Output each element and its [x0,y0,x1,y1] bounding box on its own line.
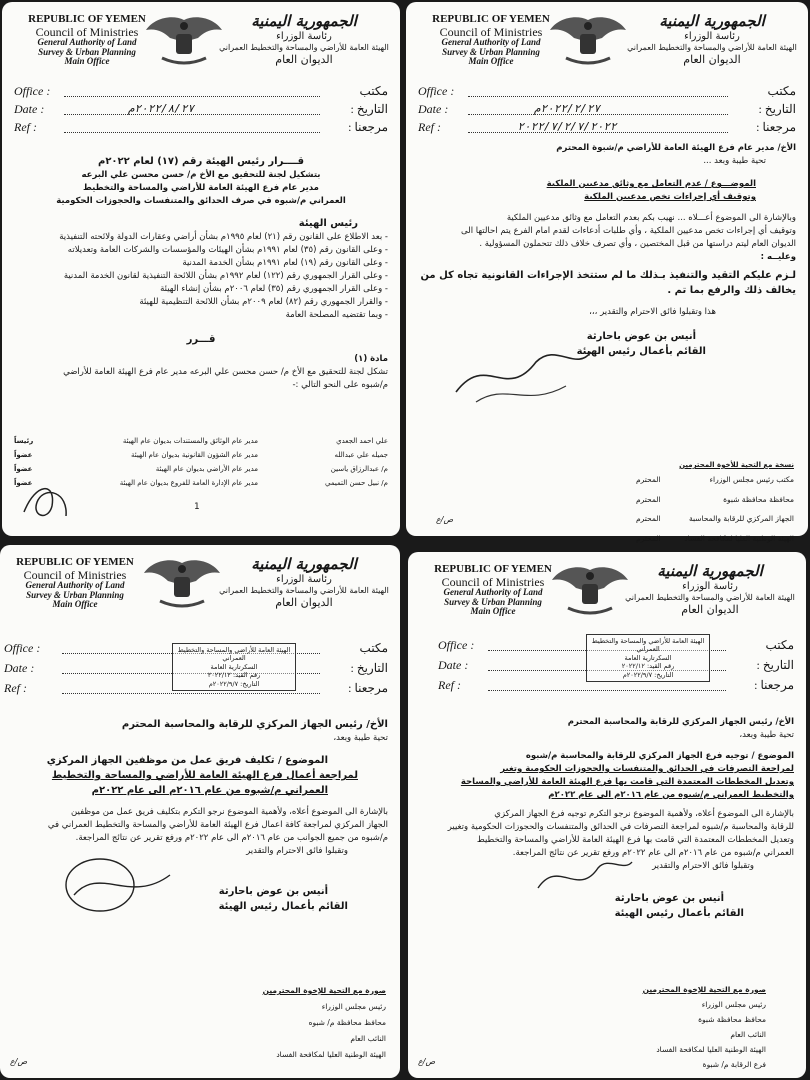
english-header: REPUBLIC OF YEMEN Council of Ministries General Authority of Land Survey & Urban Planning Main Office [432,13,550,67]
arabic-header: الجمهورية اليمنية رئاسة الوزراء الهيئة العامة للأراضي والمساحة والتخطيط العمراني الديوان العام [219,555,389,610]
page-number: 1 [194,502,200,512]
ref-row: Ref : مرجعنا : [438,678,794,692]
office-row: Office : مكتب [418,84,796,98]
eagle-emblem-icon [140,555,224,613]
signature-icon [60,845,180,925]
office-row: Office : مكتب [438,638,794,652]
footer-code: ص/ع [436,515,454,524]
copy-to-list: نسخة مع التحية للأخوة المحترمين مكتب رئيس مجلس الوزراء محافظة محافظة شبوة الجهاز المركزي للرقابة والمحاسبة الهيئة الوطنية العليا لمكافحة الفساد [679,461,794,543]
footer-code: ص/ع [10,1057,28,1066]
registry-stamp: الهيئة العامة للأراضي والمساحة والتخطيط العمراني السكرتارية العامة رقم القيد: ٢٠٢٢/١٢ التاريخ: ٢٠٢٢/٩/٧م [172,643,296,691]
letter-body: الأخ/ رئيس الجهاز المركزي للرقابة والمحاسبة المحترم تحية طيبة وبعد، الموضوع / توجيه فرع الجهاز المركزي للرقابة والمحاسبة م/شبوه لمراجعة التصرفات في الحدائق والمتنفسات والحجوزات الحكومية وتغير وتعديل المخططات المعتمدة التي قامت بها فرع الهيئة العامة للأراضي والمساحة والتخطيط العمراني م/شبوه من عام ٢٠١٦م الى عام ٢٠٢٢م بالإشارة الى الموضوع أعلاه، ولأهمية الموضوع نرجو التكرم توجيه فرع الجهاز المركزي للرقابة والمحاسبة م/شبوه لمراجعة التصرفات في الحدائق والمتنفسات والحجوزات الحكومية وتغيير وتعديل المخططات المعتمدة التي قامت بها فرع الهيئة العامة للأراضي والمساحة والتخطيط العمراني م/شبوه من عام ٢٠١٦م الى عام ٢٠٢٢م ورفع تقرير عن نتائج المراجعة. وتقبلوا فائق الاحترام والتقدير أنيس بن عوض باحارثة القائم بأعمال رئيس الهيئة [447,717,794,919]
date-row: Date : ٢٠٢٢/٢/٢٧م التاريخ : [418,102,796,116]
member-row: جميله علي عبدالله مدير عام الشؤون القانونية بديوان عام الهيئة عضواً [14,451,388,459]
footer-code: ص/ع [418,1057,436,1066]
arabic-header: الجمهورية اليمنية رئاسة الوزراء الهيئة العامة للأراضي والمساحة والتخطيط العمراني الديوان العام [219,12,389,67]
english-header: REPUBLIC OF YEMEN Council of Ministries General Authority of Land Survey & Urban Planning Main Office [434,563,552,617]
copy-to-list: صورة مع التحية للإخوة المحترمين رئيس مجلس الوزراء محافظ محافظة شبوة النائب العام الهيئة الوطنية العليا لمكافحة الفساد فرع الرقابة م/ شبوة [642,985,766,1069]
arabic-header: الجمهورية اليمنية رئاسة الوزراء الهيئة العامة للأراضي والمساحة والتخطيط العمراني الديوان العام [627,12,797,67]
arabic-header: الجمهورية اليمنية رئاسة الوزراء الهيئة العامة للأراضي والمساحة والتخطيط العمراني الديوان العام [625,562,795,617]
document-decision-17 [2,2,400,536]
ref-row: Ref : ٢٠٢٢/٧/٢/٧/٢٠٢٢ مرجعنا : [418,120,796,134]
office-row: Office : مكتب [14,84,388,98]
decision-body: قــــرار رئيس الهيئة رقم (١٧) لعام ٢٠٢٢م بتشكيل لجنة للتحقيق مع الأخ م/ حسن محسن علي البرعه مدير عام فرع الهيئة العامة للأراضي والمساحة والتخطيط العمراني م/شبوه في صرف الحدائق والمتنفسات والحجوزات الحكومية رئيس الهيئة - بعد الاطلاع على القانون رقم (٢١) لعام ١٩٩٥م بشأن أراضي وعقارات الدولة ولائحته التنفيذية - وعلى القانون رقم (٣٥) لعام ١٩٩١م بشأن الهيئات والمؤسسات والشركات العامة وتعديلاته - وعلى القانون رقم (١٩) لعام ١٩٩١م بشأن الخدمة المدنية - وعلى القرار الجمهوري رقم (١٢٢) لعام ١٩٩٢م بشأن اللائحة التنفيذية لقانون الخدمة المدنية - وعلى القرار الجمهوري رقم (٣٥) لعام ٢٠٠٦م بشأن إنشاء الهيئة - والقرار الجمهوري رقم (٨٢) لعام ٢٠٠٩م بشأن اللائحة التنظيمية للهيئة - وبما تقتضيه المصلحة العامة قـــرر مادة (١) تشكل لجنة للتحقيق مع الأخ م/ حسن محسن علي البرعه مدير عام فرع الهيئة العامة للأراضي م/شبوه على النحو التالي :- [56,156,388,390]
document-letter-audit-branch [408,552,806,1078]
date-row: Date : التاريخ : [4,661,388,675]
english-header: REPUBLIC OF YEMEN Council of Ministries General Authority of Land Survey & Urban Planning Main Office [16,556,134,610]
eagle-emblem-icon [548,562,632,620]
signature-icon [528,848,638,908]
document-letter-audit-team [0,545,400,1078]
date-row: Date : ٢٠٢٢/٨/٢٧م التاريخ : [14,102,388,116]
english-header: REPUBLIC OF YEMEN Council of Ministries General Authority of Land Survey & Urban Planning Main Office [28,13,146,67]
eagle-emblem-icon [546,12,630,70]
office-row: Office : مكتب [4,641,388,655]
member-row: م/ عبدالرزاق ياسين مدير عام الأراضي بديوان عام الهيئة عضواً [14,465,388,473]
letter-body: الأخ/ مدير عام فرع الهيئة العامة للأراضي م/شبوة المحترم تحية طيبة وبعد ... الموضـــوع / عدم التعامل مع وثائق مدعيين الملكية وتوقيف أي إجراءات تخص مدعيين الملكية وبالإشارة الى الموضوع أعـــلاه ... نهيب بكم بعدم التعامل مع وثائق مدعيين الملكية وتوقيف أي إجراءات تخص مدعيين الملكية ، وأي طلبات أدعاءات لقدم امام الفرع يتم احالتها الى الديوان العام ليتم دراستها من قبل المختصين ، وأي تصرف خلاف ذلك تتحملون المسؤولية . وعليــه : لـزم عليكم التقيد والتنفيذ بـذلك ما لم ستتخذ الإجراءات القانونية تجاه كل من يخالف ذلك والرفع بما تم . هذا وتقبلوا فائق الاحترام والتقدير ،،، أنيس بن عوض باحارثة القائم بأعمال رئيس الهيئة [420,143,796,357]
signature-scribble-icon [16,472,76,528]
letter-body: الأخ/ رئيس الجهاز المركزي للرقابة والمحاسبة المحترم تحية طيبة وبعد، الموضوع / تكليف فريق عمل من موظفين الجهاز المركزي لمراجعة أعمال فرع الهيئة العامة للأراضي والمساحة والتخطيط العمراني م/شبوه من عام ٢٠١٦م الى عام ٢٠٢٢م بالإشارة الى الموضوع أعلاه، ولأهمية الموضوع نرجو التكرم بتكليف فريق عمل من موظفين الجهاز المركزي لمراجعة كافة اعمال فرع الهيئة العامة للأراضي والمساحة والتخطيط العمراني في م/شبوه من جميع الجوانب من عام ٢٠١٦م الى عام ٢٠٢٢م ورفع تقرير عن نتائج المراجعة. وتقبلوا فائق الاحترام والتقدير أنيس بن عوض باحارثة القائم بأعمال رئيس الهيئة [46,719,388,912]
ref-row: Ref : مرجعنا : [14,120,388,134]
copy-to-list: صورة مع التحية للإخوة المحترمين رئيس مجلس الوزراء محافظ محافظة م/ شبوه النائب العام الهيئة الوطنية العليا لمكافحة الفساد [262,986,386,1059]
member-row: علي احمد الجعدي مدير عام الوثائق والمستندات بديوان عام الهيئة رئيساً [14,437,388,445]
registry-stamp: الهيئة العامة للأراضي والمساحة والتخطيط العمراني السكرتارية العامة رقم القيد: ٢٠٢٢/١٢ التاريخ: ٢٠٢٢/٩/٧م [586,634,710,682]
ref-row: Ref : مرجعنا : [4,681,388,695]
respect-column: المحترم المحترم المحترم المحترم [636,475,661,543]
signature-icon [446,342,596,412]
eagle-emblem-icon [142,12,226,70]
member-row: م/ نبيل حسن التميمي مدير عام الإدارة العامة للفروع بديوان عام الهيئة عضواً [14,479,388,487]
date-row: Date : التاريخ : [438,658,794,672]
document-letter-branch-director [406,2,808,543]
